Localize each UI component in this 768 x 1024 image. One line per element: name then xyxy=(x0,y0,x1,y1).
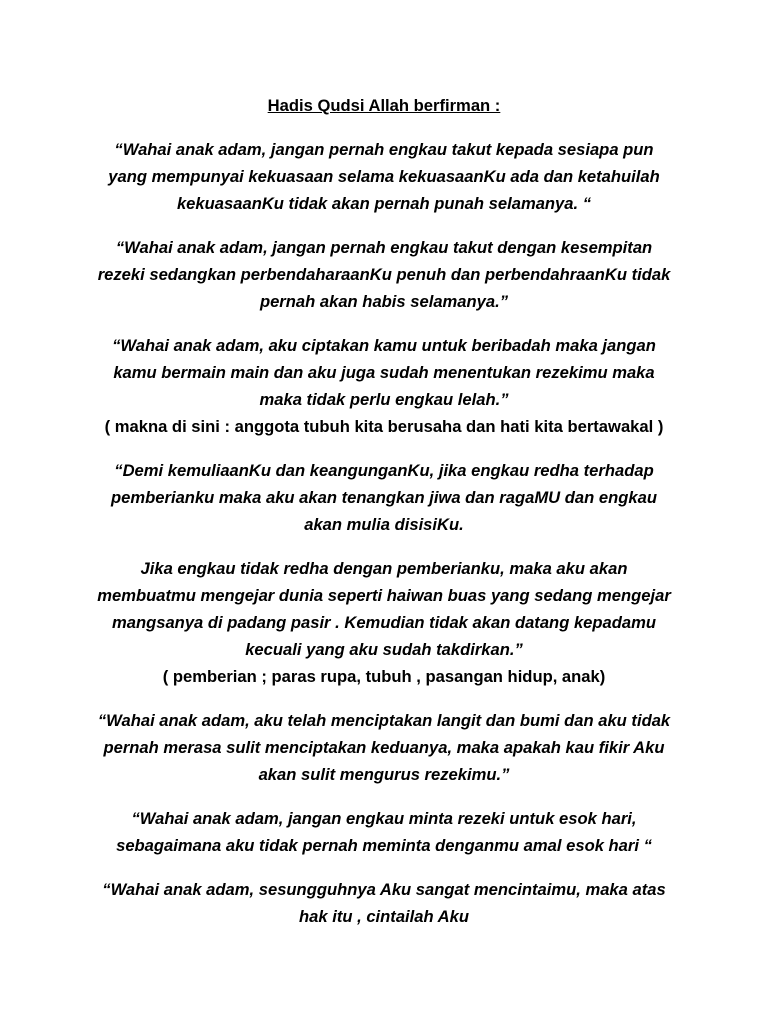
paragraph-line: sebagaimana aku tidak pernah meminta denganmu amal esok hari “ xyxy=(116,836,652,855)
paragraph-line: hak itu , cintailah Aku xyxy=(299,907,469,926)
paragraph-line: yang mempunyai kekuasaan selama kekuasaanKu ada dan ketahuilah xyxy=(108,167,660,186)
paragraph-line: membuatmu mengejar dunia seperti haiwan buas yang sedang mengejar xyxy=(97,586,671,605)
paragraph-line: kamu bermain main dan aku juga sudah menentukan rezekimu maka xyxy=(113,363,655,382)
paragraph-line: kekuasaanKu tidak akan pernah punah selamanya. “ xyxy=(176,194,592,213)
paragraph-line: pernah akan habis selamanya.” xyxy=(259,292,509,311)
paragraph-7 xyxy=(70,805,698,859)
paragraph-line: “Wahai anak adam, sesungguhnya Aku sangat mencintaimu, maka atas xyxy=(102,880,666,899)
paragraph-line: “Demi kemuliaanKu dan keangunganKu, jika engkau redha terhadap xyxy=(114,461,654,480)
paragraph-4 xyxy=(70,457,698,538)
paragraph-line: Jika engkau tidak redha dengan pemberianku, maka aku akan xyxy=(140,559,628,578)
paragraph-note: ( pemberian ; paras rupa, tubuh , pasangan hidup, anak) xyxy=(162,667,606,686)
paragraph-8 xyxy=(70,876,698,930)
paragraph-1 xyxy=(70,136,698,217)
paragraph-line: maka tidak perlu engkau lelah.” xyxy=(259,390,509,409)
paragraph-line: “Wahai anak adam, aku telah menciptakan langit dan bumi dan aku tidak xyxy=(97,711,671,730)
paragraph-line: “Wahai anak adam, jangan engkau minta rezeki untuk esok hari, xyxy=(131,809,637,828)
paragraph-line: akan sulit mengurus rezekimu.” xyxy=(258,765,510,784)
paragraph-line: rezeki sedangkan perbendaharaanKu penuh dan perbendahraanKu tidak xyxy=(97,265,671,284)
paragraph-line: “Wahai anak adam, jangan pernah engkau takut dengan kesempitan xyxy=(115,238,653,257)
paragraph-6 xyxy=(70,707,698,788)
paragraph-line: pemberianku maka aku akan tenangkan jiwa dan ragaMU dan engkau xyxy=(111,488,657,507)
paragraph-line: kecuali yang aku sudah takdirkan.” xyxy=(245,640,523,659)
paragraph-line: akan mulia disisiKu. xyxy=(304,515,464,534)
document-title: Hadis Qudsi Allah berfirman : xyxy=(267,96,501,115)
paragraph-line: mangsanya di padang pasir . Kemudian tidak akan datang kepadamu xyxy=(111,613,657,632)
paragraph-2 xyxy=(70,234,698,315)
paragraph-3 xyxy=(70,332,698,440)
paragraph-5 xyxy=(70,555,698,690)
document-page xyxy=(70,92,698,947)
paragraph-line: “Wahai anak adam, aku ciptakan kamu untuk beribadah maka jangan xyxy=(112,336,656,355)
paragraph-line: “Wahai anak adam, jangan pernah engkau takut kepada sesiapa pun xyxy=(114,140,654,159)
paragraph-line: pernah merasa sulit menciptakan keduanya, maka apakah kau fikir Aku xyxy=(103,738,665,757)
paragraph-note: ( makna di sini : anggota tubuh kita berusaha dan hati kita bertawakal ) xyxy=(104,417,664,436)
